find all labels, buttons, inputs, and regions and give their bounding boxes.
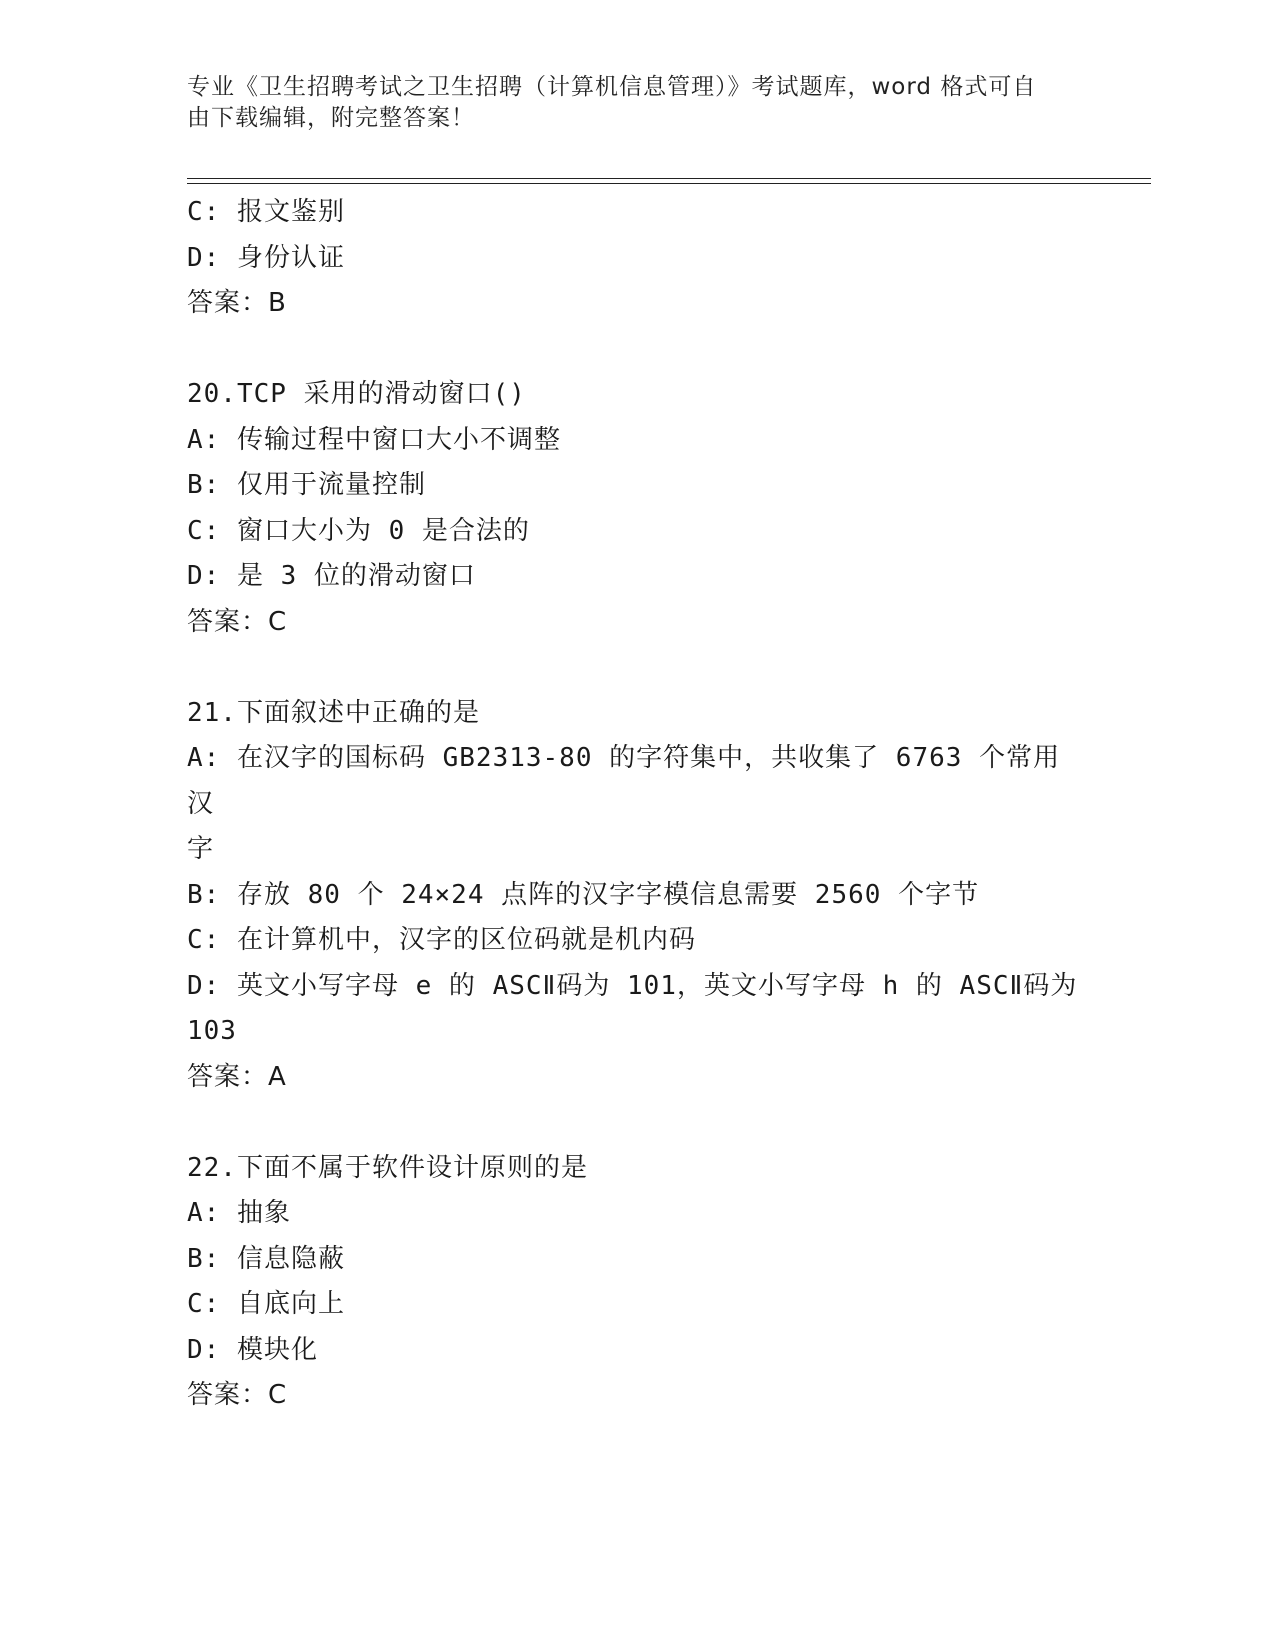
question-list <box>187 190 1087 1419</box>
option-d: D: 身份认证 <box>187 242 345 273</box>
header-line-2: 由下载编辑，附完整答案！ <box>187 105 475 131</box>
option-a: A: 在汉字的国标码 GB2313-80 的字符集中，共收集了 6763 个常用汉 <box>187 743 1061 819</box>
option-a: A: 抽象 <box>187 1198 291 1228</box>
spacer <box>187 1100 1087 1146</box>
question-21 <box>187 691 1087 1101</box>
option-c: C: 自底向上 <box>187 1289 345 1319</box>
question-text: 22.下面不属于软件设计原则的是 <box>187 1152 588 1183</box>
answer: 答案：A <box>187 1061 287 1092</box>
option-b: B: 信息隐蔽 <box>187 1243 345 1274</box>
answer: 答案：C <box>187 606 288 637</box>
question-text: 20.TCP 采用的滑动窗口() <box>187 379 526 409</box>
question-text: 21.下面叙述中正确的是 <box>187 697 480 728</box>
question-20 <box>187 372 1087 645</box>
question-19-tail <box>187 190 1087 327</box>
document-header <box>187 72 1067 134</box>
option-c: C: 在计算机中，汉字的区位码就是机内码 <box>187 925 696 955</box>
spacer <box>187 645 1087 691</box>
header-divider-bottom <box>187 183 1151 184</box>
question-22 <box>187 1146 1087 1419</box>
option-a: A: 传输过程中窗口大小不调整 <box>187 424 561 455</box>
spacer <box>187 327 1087 373</box>
option-d-continued: 103 <box>187 1016 237 1046</box>
option-d: D: 英文小写字母 e 的 ASCⅡ码为 101，英文小写字母 h 的 ASCⅡ码为 <box>187 970 1078 1001</box>
header-line-1: 专业《卫生招聘考试之卫生招聘（计算机信息管理）》考试题库，word 格式可自 <box>187 74 1037 100</box>
option-b: B: 仅用于流量控制 <box>187 470 426 500</box>
header-divider-top <box>187 178 1151 179</box>
answer: 答案：C <box>187 1380 288 1410</box>
option-d: D: 模块化 <box>187 1334 318 1365</box>
option-c: C: 窗口大小为 0 是合法的 <box>187 515 530 546</box>
option-c: C: 报文鉴别 <box>187 197 345 227</box>
option-a-continued: 字 <box>187 834 215 864</box>
answer: 答案：B <box>187 288 287 318</box>
option-b: B: 存放 80 个 24×24 点阵的汉字字模信息需要 2560 个字节 <box>187 879 980 910</box>
option-d: D: 是 3 位的滑动窗口 <box>187 561 476 591</box>
